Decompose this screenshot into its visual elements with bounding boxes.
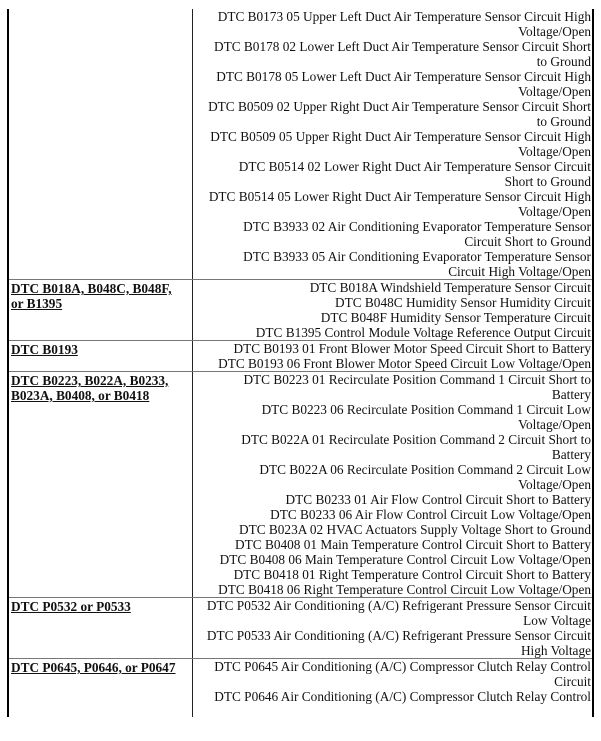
dtc-code-cell: [8, 341, 193, 372]
description-line: Short to Ground: [504, 174, 591, 189]
description-line: DTC B0233 06 Air Flow Control Circuit Low Voltage/Open: [270, 507, 591, 522]
description-line: DTC B048F Humidity Sensor Temperature Circuit: [320, 310, 591, 325]
description-line: DTC B0408 06 Main Temperature Control Circuit Low Voltage/Open: [219, 552, 591, 567]
code-line: DTC P0645, P0646, or P0647: [11, 660, 176, 675]
code-line: B023A, B0408, or B0418: [11, 388, 150, 403]
dtc-description-cell: [193, 9, 594, 280]
description-line: DTC B018A Windshield Temperature Sensor Circuit: [309, 280, 591, 295]
description-line: DTC B0193 06 Front Blower Motor Speed Circuit Low Voltage/Open: [218, 356, 591, 371]
description-line: DTC B048C Humidity Sensor Humidity Circuit: [335, 295, 591, 310]
dtc-description-cell: [193, 598, 594, 659]
description-line: Voltage/Open: [518, 417, 591, 432]
table-row: [8, 341, 593, 372]
description-line: DTC B0509 02 Upper Right Duct Air Temperature Sensor Circuit Short: [208, 99, 591, 114]
table-row: [8, 598, 593, 659]
description-line: DTC B3933 05 Air Conditioning Evaporator Temperature Sensor: [243, 249, 591, 264]
description-line: Voltage/Open: [518, 144, 591, 159]
code-line: DTC B0223, B022A, B0233,: [11, 373, 169, 388]
description-line: DTC B0178 02 Lower Left Duct Air Temperature Sensor Circuit Short: [214, 39, 591, 54]
table-row: [8, 372, 593, 598]
dtc-link-b018a-b048c-b048f-b1395[interactable]: [11, 280, 191, 311]
description-line: DTC B0408 01 Main Temperature Control Circuit Short to Battery: [235, 537, 591, 552]
dtc-link-p0645-p0646-p0647[interactable]: [11, 659, 191, 675]
description-line: Voltage/Open: [518, 24, 591, 39]
description-line: DTC B0514 05 Lower Right Duct Air Temperature Sensor Circuit High: [208, 189, 591, 204]
description-line: Battery: [551, 387, 591, 402]
dtc-link-b0193[interactable]: [11, 341, 191, 357]
dtc-code-cell: [8, 280, 193, 341]
dtc-table: [7, 9, 594, 717]
table-row: [8, 659, 593, 718]
description-line: Low Voltage: [523, 613, 591, 628]
description-line: DTC B023A 02 HVAC Actuators Supply Voltage Short to Ground: [238, 522, 591, 537]
description-line: DTC P0533 Air Conditioning (A/C) Refrigerant Pressure Sensor Circuit: [206, 628, 591, 643]
description-line: DTC B1395 Control Module Voltage Reference Output Circuit: [255, 325, 591, 340]
description-line: Voltage/Open: [518, 204, 591, 219]
description-line: DTC B3933 02 Air Conditioning Evaporator Temperature Sensor: [243, 219, 591, 234]
description-line: DTC B0418 06 Right Temperature Control Circuit Low Voltage/Open: [218, 582, 591, 597]
description-line: DTC B0173 05 Upper Left Duct Air Temperature Sensor Circuit High: [217, 9, 591, 24]
description-line: DTC B0509 05 Upper Right Duct Air Temperature Sensor Circuit High: [210, 129, 591, 144]
description-line: DTC B022A 06 Recirculate Position Command 2 Circuit Low: [259, 462, 591, 477]
description-line: DTC B0193 01 Front Blower Motor Speed Circuit Short to Battery: [233, 341, 591, 356]
description-line: DTC B0418 01 Right Temperature Control Circuit Short to Battery: [233, 567, 591, 582]
code-line: or B1395: [11, 296, 63, 311]
description-line: DTC P0532 Air Conditioning (A/C) Refrigerant Pressure Sensor Circuit: [206, 598, 591, 613]
dtc-description-cell: [193, 341, 594, 372]
description-line: DTC P0646 Air Conditioning (A/C) Compressor Clutch Relay Control: [214, 689, 591, 704]
dtc-description-cell: [193, 659, 594, 718]
description-line: DTC B0514 02 Lower Right Duct Air Temperature Sensor Circuit: [238, 159, 591, 174]
dtc-code-cell: [8, 9, 193, 280]
description-line: Circuit: [554, 674, 591, 689]
description-line: DTC B022A 01 Recirculate Position Command 2 Circuit Short to: [241, 432, 591, 447]
description-line: DTC B0223 01 Recirculate Position Command 1 Circuit Short to: [243, 372, 591, 387]
code-line: DTC P0532 or P0533: [11, 599, 131, 614]
description-line: High Voltage: [520, 643, 591, 658]
dtc-code-cell: [8, 598, 193, 659]
description-line: DTC B0223 06 Recirculate Position Command 1 Circuit Low: [261, 402, 591, 417]
dtc-description-cell: [193, 372, 594, 598]
dtc-description-cell: [193, 280, 594, 341]
description-line: DTC B0178 05 Lower Left Duct Air Temperature Sensor Circuit High: [216, 69, 591, 84]
dtc-link-p0532-p0533[interactable]: [11, 598, 191, 614]
description-line: to Ground: [536, 54, 591, 69]
table-row: [8, 9, 593, 280]
description-line: Battery: [551, 447, 591, 462]
description-line: DTC P0645 Air Conditioning (A/C) Compressor Clutch Relay Control: [214, 659, 591, 674]
cell-spacer: [195, 704, 591, 717]
dtc-code-cell: [8, 372, 193, 598]
description-line: DTC B0233 01 Air Flow Control Circuit Short to Battery: [285, 492, 591, 507]
description-line: Voltage/Open: [518, 84, 591, 99]
description-line: Circuit Short to Ground: [464, 234, 591, 249]
description-line: to Ground: [536, 114, 591, 129]
table-row: [8, 280, 593, 341]
dtc-code-cell: [8, 659, 193, 718]
dtc-link-b0223-b022a-b0233-b023a-b0408-b0418[interactable]: [11, 372, 191, 403]
document-page: [7, 9, 590, 717]
description-line: Circuit High Voltage/Open: [448, 264, 591, 279]
code-line: DTC B018A, B048C, B048F,: [11, 281, 172, 296]
description-line: Voltage/Open: [518, 477, 591, 492]
code-line: DTC B0193: [11, 342, 78, 357]
